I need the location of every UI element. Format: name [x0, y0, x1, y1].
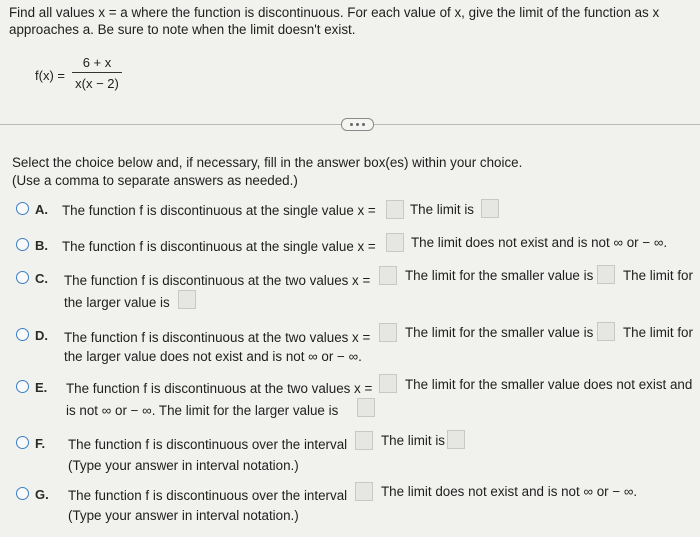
- question-line-1: Find all values x = a where the function is discontinuous. For each value of x, give the limit of the function as x: [9, 5, 660, 20]
- function-fraction: [72, 54, 122, 92]
- choice-a-radio[interactable]: [16, 202, 29, 215]
- choice-f-interval-input[interactable]: [355, 431, 373, 450]
- choice-f-radio[interactable]: [16, 436, 29, 449]
- choice-a-x-input[interactable]: [386, 200, 404, 219]
- choice-d-letter: D.: [35, 328, 48, 343]
- choice-b-text: The function f is discontinuous at the single value x =: [62, 239, 376, 254]
- choice-e-larger-limit-label: is not ∞ or − ∞. The limit for the larger value is: [66, 403, 339, 418]
- function-numerator: 6 + x: [82, 55, 112, 70]
- choice-a-text: The function f is discontinuous at the single value x =: [62, 203, 376, 218]
- choice-b-x-input[interactable]: [386, 233, 404, 252]
- choice-d-larger-value-text: the larger value does not exist and is not ∞ or − ∞.: [64, 349, 362, 364]
- choice-f-limit-input[interactable]: [447, 430, 465, 449]
- choice-c-larger-value-label: the larger value is: [64, 295, 170, 310]
- choice-d-text: The function f is discontinuous at the two values x =: [64, 330, 371, 345]
- choice-f-letter: F.: [35, 436, 46, 451]
- choice-d-smaller-limit-label: The limit for the smaller value is: [405, 325, 594, 340]
- dot-icon: [350, 123, 353, 126]
- choice-c-radio[interactable]: [16, 271, 29, 284]
- choice-e-radio[interactable]: [16, 380, 29, 393]
- choice-c-larger-limit-label: The limit for: [623, 268, 693, 283]
- dot-icon: [362, 123, 365, 126]
- choice-g-limit-text: The limit does not exist and is not ∞ or − ∞.: [381, 484, 638, 499]
- choice-c-larger-limit-input[interactable]: [178, 290, 196, 309]
- dot-icon: [356, 123, 359, 126]
- choice-b-limit-text: The limit does not exist and is not ∞ or − ∞.: [411, 235, 668, 250]
- choice-d-radio[interactable]: [16, 328, 29, 341]
- choice-c-x-input[interactable]: [379, 266, 397, 285]
- question-text: [9, 4, 699, 38]
- fraction-bar: [72, 72, 122, 73]
- choice-g-letter: G.: [35, 487, 49, 502]
- choice-c-smaller-limit-label: The limit for the smaller value is: [405, 268, 594, 283]
- choice-f-text: The function f is discontinuous over the interval: [68, 437, 348, 452]
- function-denominator: x(x − 2): [75, 76, 119, 91]
- choice-e-larger-limit-input[interactable]: [357, 398, 375, 417]
- choice-g-hint: (Type your answer in interval notation.): [68, 508, 299, 523]
- choice-e-smaller-limit-text: The limit for the smaller value does not exist and: [405, 377, 693, 392]
- choice-e-x-input[interactable]: [379, 374, 397, 393]
- choice-a-letter: A.: [35, 202, 48, 217]
- choice-c-text: The function f is discontinuous at the two values x =: [64, 273, 371, 288]
- choice-f-limit-label: The limit is: [381, 433, 445, 448]
- choice-e-text: The function f is discontinuous at the two values x =: [66, 381, 373, 396]
- choice-f-hint: (Type your answer in interval notation.): [68, 458, 299, 473]
- question-line-2: approaches a. Be sure to note when the limit doesn't exist.: [9, 22, 356, 37]
- choice-d-x-input[interactable]: [379, 323, 397, 342]
- choice-c-smaller-limit-input[interactable]: [597, 265, 615, 284]
- choice-b-letter: B.: [35, 238, 48, 253]
- choice-b-radio[interactable]: [16, 238, 29, 251]
- choice-g-radio[interactable]: [16, 487, 29, 500]
- choice-a-limit-input[interactable]: [481, 199, 499, 218]
- choice-g-interval-input[interactable]: [355, 482, 373, 501]
- instructions-line-1: Select the choice below and, if necessary, fill in the answer box(es) within your choice.: [12, 155, 523, 170]
- choice-e-letter: E.: [35, 380, 48, 395]
- function-label: f(x) =: [35, 68, 65, 83]
- instructions-line-2: (Use a comma to separate answers as needed.): [12, 173, 298, 188]
- choice-a-limit-label: The limit is: [410, 202, 474, 217]
- choice-c-letter: C.: [35, 271, 48, 286]
- choice-d-smaller-limit-input[interactable]: [597, 322, 615, 341]
- more-options-button[interactable]: [341, 118, 374, 131]
- choice-d-larger-limit-label: The limit for: [623, 325, 693, 340]
- choice-g-text: The function f is discontinuous over the interval: [68, 488, 348, 503]
